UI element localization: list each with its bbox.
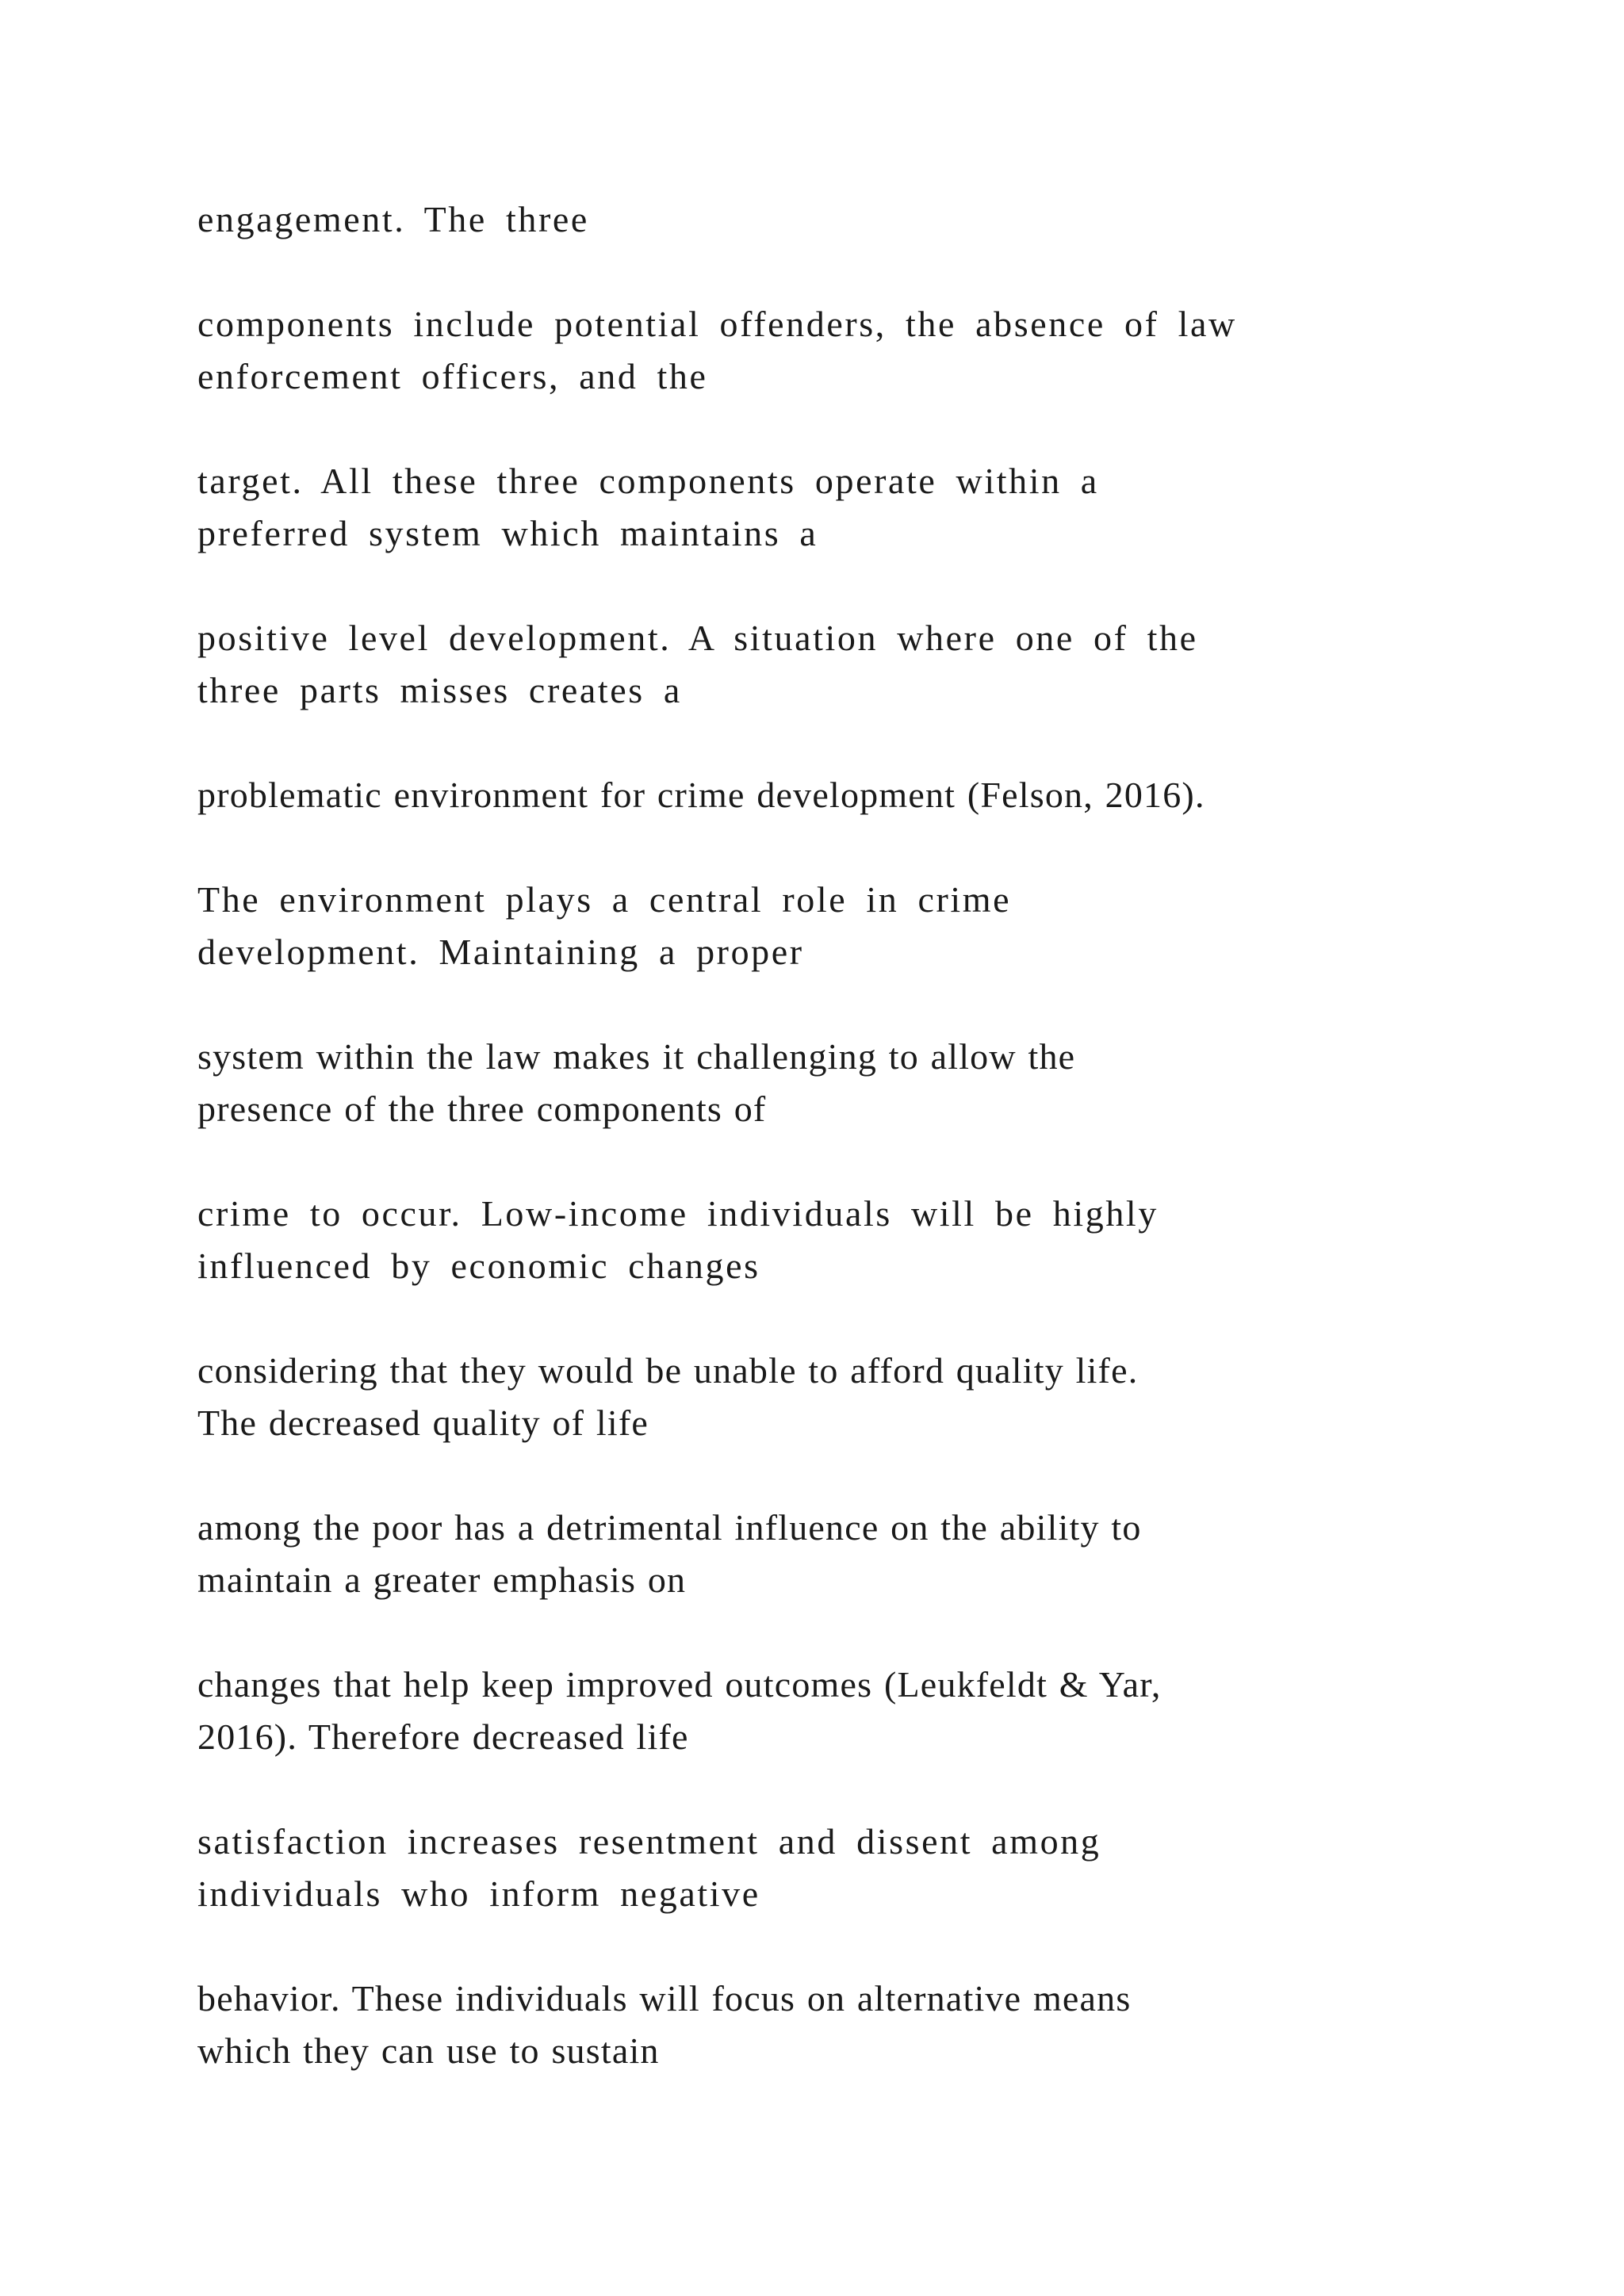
paragraph-line: behavior. These individuals will focus on alternative means bbox=[197, 1978, 1132, 2019]
paragraph-1 bbox=[197, 193, 1434, 246]
paragraph-line: positive level development. A situation where one of the bbox=[197, 618, 1198, 658]
paragraph-line: problematic environment for crime development (Felson, 2016). bbox=[197, 775, 1205, 815]
paragraph-line: considering that they would be unable to afford quality life. bbox=[197, 1350, 1139, 1391]
paragraph-line: which they can use to sustain bbox=[197, 2030, 660, 2071]
paragraph-11 bbox=[197, 1659, 1434, 1763]
paragraph-line: engagement. The three bbox=[197, 199, 589, 239]
paragraph-line: individuals who inform negative bbox=[197, 1873, 760, 1914]
paragraph-7 bbox=[197, 1031, 1434, 1135]
paragraph-line: development. Maintaining a proper bbox=[197, 932, 804, 972]
paragraph-line: presence of the three components of bbox=[197, 1089, 767, 1129]
paragraph-4 bbox=[197, 612, 1434, 717]
paragraph-13 bbox=[197, 1973, 1434, 2077]
paragraph-12 bbox=[197, 1816, 1434, 1920]
paragraph-line: crime to occur. Low-income individuals will be highly bbox=[197, 1193, 1159, 1234]
paragraph-8 bbox=[197, 1188, 1434, 1292]
paragraph-line: The decreased quality of life bbox=[197, 1402, 649, 1443]
paragraph-line: 2016). Therefore decreased life bbox=[197, 1716, 689, 1757]
paragraph-line: changes that help keep improved outcomes (Leukfeldt & Yar, bbox=[197, 1664, 1162, 1705]
paragraph-line: The environment plays a central role in crime bbox=[197, 879, 1012, 920]
paragraph-line: maintain a greater emphasis on bbox=[197, 1559, 687, 1600]
paragraph-10 bbox=[197, 1502, 1434, 1606]
paragraph-6 bbox=[197, 874, 1434, 978]
paragraph-9 bbox=[197, 1345, 1434, 1449]
paragraph-line: system within the law makes it challenging to allow the bbox=[197, 1036, 1076, 1077]
paragraph-line: components include potential offenders, the absence of law bbox=[197, 304, 1237, 344]
paragraph-line: three parts misses creates a bbox=[197, 670, 682, 710]
paragraph-line: influenced by economic changes bbox=[197, 1246, 760, 1286]
paragraph-line: preferred system which maintains a bbox=[197, 513, 818, 553]
paragraph-line: satisfaction increases resentment and dissent among bbox=[197, 1821, 1101, 1862]
paragraph-line: enforcement officers, and the bbox=[197, 356, 708, 396]
paragraph-5 bbox=[197, 769, 1434, 821]
paragraph-2 bbox=[197, 298, 1434, 403]
paragraph-line: among the poor has a detrimental influence on the ability to bbox=[197, 1507, 1142, 1548]
paragraph-line: target. All these three components operate within a bbox=[197, 461, 1099, 501]
paragraph-3 bbox=[197, 455, 1434, 560]
